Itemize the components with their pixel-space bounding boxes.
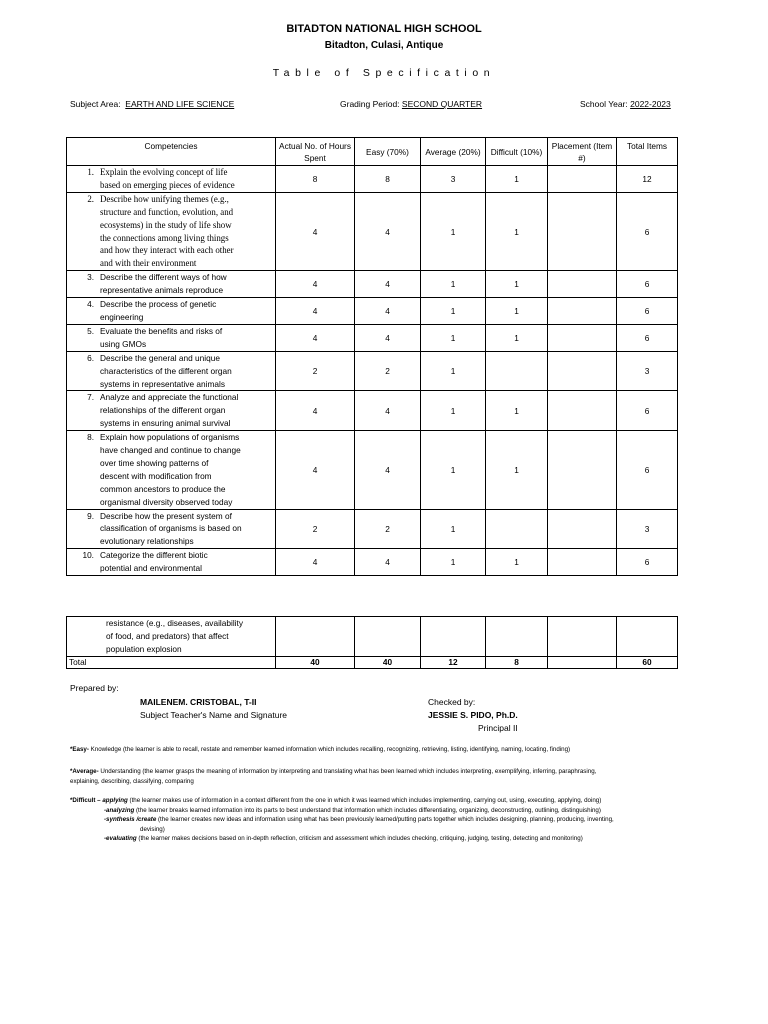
competency-number [67, 378, 100, 391]
cell-average: 1 [421, 391, 486, 431]
competency-line: Evaluate the benefits and risks of [100, 325, 223, 336]
cell-easy: 4 [355, 549, 421, 576]
table-row [67, 166, 678, 193]
competency-number [67, 457, 100, 470]
footnote-difficult [70, 796, 700, 844]
cell-total: 6 [617, 298, 678, 325]
school-year-value: 2022-2023 [630, 99, 671, 109]
competency-line: engineering [100, 311, 144, 322]
competency-number [67, 404, 100, 417]
competency-line: common ancestors to produce the [100, 483, 226, 494]
cell-placement [548, 351, 617, 391]
cell-placement [548, 298, 617, 325]
competency-cell [67, 431, 276, 509]
total-placement [548, 656, 617, 668]
competency-cell [67, 391, 276, 431]
competency-number: 10. [82, 550, 94, 561]
total-average: 12 [421, 656, 486, 668]
footnote-difficult-key: *Difficult – [70, 797, 101, 804]
cell-difficult: 1 [486, 298, 548, 325]
competency-line: and with their environment [100, 258, 197, 269]
footnote-easy [70, 745, 700, 755]
competency-line: have changed and continue to change [100, 445, 241, 456]
footnote-applying-text: (the learner makes use of information in a context different from the one in which it was learned which includes implementing, carrying out, using, executing, applying, doing) [127, 797, 602, 804]
competency-number [67, 483, 100, 496]
cell-difficult: 1 [486, 549, 548, 576]
cell-total: 6 [617, 192, 678, 270]
competency-cell [67, 166, 276, 193]
competency-number: 6. [87, 352, 94, 363]
cell-easy: 8 [355, 166, 421, 193]
footnote-average-text: Understanding (the learner grasps the meaning of information by interpreting and translating what has been learned which includes interpreting, exemplifying, inferring, paraphrasing, [98, 768, 597, 775]
competency-cell [67, 298, 276, 325]
competency-number [67, 244, 100, 257]
competency-number [67, 522, 100, 535]
preparer-role: Subject Teacher's Name and Signature [140, 710, 287, 720]
competency-line: evolutionary relationships [100, 536, 194, 547]
cell-difficult: 1 [486, 166, 548, 193]
footnote-analyzing-text: (the learner breaks learned information into its parts to best understand that information which includes differentiating, organizing, deconstructing, outlining, distinguishing) [134, 806, 601, 814]
cell-average: 1 [421, 509, 486, 549]
competency-number [67, 232, 100, 245]
cell-hours: 4 [276, 298, 355, 325]
competency-line: Describe the process of genetic [100, 299, 217, 310]
table-row [67, 431, 678, 509]
competency-number [67, 257, 100, 270]
competency-line: representative animals reproduce [100, 285, 224, 296]
cell-total: 3 [617, 351, 678, 391]
competency-line: based on emerging pieces of evidence [100, 179, 235, 190]
cell-hours: 4 [276, 391, 355, 431]
checker-role: Principal II [478, 723, 518, 733]
competency-line: systems in ensuring animal survival [100, 418, 231, 429]
competency-line: descent with modification from [100, 470, 212, 481]
checked-by-label: Checked by: [428, 697, 476, 707]
specification-table [66, 137, 678, 576]
competency-line: Explain how populations of organisms [100, 432, 240, 443]
cell-hours: 4 [276, 324, 355, 351]
competency-number: 4. [87, 299, 94, 310]
cell-hours: 4 [276, 431, 355, 509]
subject-area-label: Subject Area: [70, 99, 121, 109]
cell-placement [548, 166, 617, 193]
competency-cell [67, 192, 276, 270]
cell-easy: 4 [355, 298, 421, 325]
footnote-synthesis-text-cont: devising) [140, 825, 165, 833]
competency-number: 9. [87, 510, 94, 521]
header-competencies: Competencies [67, 138, 276, 166]
cell-difficult: 1 [486, 391, 548, 431]
competency-line: structure and function, evolution, and [100, 206, 234, 217]
cell-hours: 4 [276, 192, 355, 270]
school-year [580, 99, 671, 109]
cell-easy: 4 [355, 431, 421, 509]
cell-average: 1 [421, 324, 486, 351]
competency-line: using GMOs [100, 338, 147, 349]
cell-empty [421, 617, 486, 657]
competency-line: systems in representative animals [100, 378, 225, 389]
competency-line: Categorize the different biotic [100, 550, 208, 561]
competency-line: Describe how the present system of [100, 510, 232, 521]
cell-easy: 4 [355, 391, 421, 431]
cell-total: 6 [617, 549, 678, 576]
cell-easy: 2 [355, 509, 421, 549]
cell-total: 12 [617, 166, 678, 193]
table-row [67, 192, 678, 270]
header-hours: Actual No. of Hours Spent [276, 138, 355, 166]
cell-average: 1 [421, 351, 486, 391]
cell-empty [548, 617, 617, 657]
cell-easy: 4 [355, 324, 421, 351]
cell-difficult [486, 509, 548, 549]
competency-number [67, 562, 100, 575]
cell-placement [548, 391, 617, 431]
subject-area-value: EARTH AND LIFE SCIENCE [125, 99, 235, 109]
grading-period-value: SECOND QUARTER [401, 99, 483, 109]
school-name: BITADTON NATIONAL HIGH SCHOOL [286, 23, 482, 35]
cell-total: 6 [617, 431, 678, 509]
competency-line: Describe the different ways of how [100, 272, 227, 283]
footnote-easy-text: Knowledge (the learner is able to recall, restate and remember learned information which includes recalling, recognizing, retrieving, listing, identifying, naming, locating, finding) [88, 746, 571, 753]
grading-period-label: Grading Period: [340, 99, 400, 109]
cell-total: 6 [617, 324, 678, 351]
table-row [67, 549, 678, 576]
competency-cell [67, 351, 276, 391]
competency-number: 7. [87, 392, 94, 403]
table-row-continuation [67, 617, 678, 657]
footnote-analyzing-key: -analyzing [104, 806, 135, 814]
preparer-name: MAILENEM. CRISTOBAL, T-II [140, 697, 257, 707]
footnote-applying-key: applying [102, 797, 128, 804]
competency-line: ecosystems) in the study of life show [100, 219, 232, 230]
header-total-items: Total Items [617, 138, 678, 166]
competency-line: characteristics of the different organ [100, 365, 232, 376]
competency-number [67, 206, 100, 219]
competency-line: and how they interact with each other [100, 245, 234, 256]
competency-line: resistance (e.g., diseases, availability [106, 618, 243, 628]
total-row [67, 656, 678, 668]
cell-average: 1 [421, 271, 486, 298]
footnote-synthesis-key: -synthesis /create [104, 816, 157, 824]
competency-number [67, 496, 100, 509]
cell-placement [548, 549, 617, 576]
cell-placement [548, 192, 617, 270]
footnote-evaluating-key: -evaluating [104, 835, 137, 843]
prepared-by-label: Prepared by: [70, 683, 119, 693]
competency-number: 1. [87, 167, 94, 177]
table-header-row [67, 138, 678, 166]
footnote-easy-key: *Easy- [70, 746, 89, 753]
header-placement: Placement (Item #) [548, 138, 617, 166]
cell-average: 3 [421, 166, 486, 193]
table-row [67, 391, 678, 431]
total-items: 60 [617, 656, 678, 668]
competency-line: Describe how unifying themes (e.g., [100, 193, 229, 204]
school-address: Bitadton, Culasi, Antique [324, 40, 444, 51]
cell-hours: 2 [276, 351, 355, 391]
competency-line: over time showing patterns of [100, 457, 209, 468]
competency-line: Explain the evolving concept of life [100, 167, 228, 177]
header-easy: Easy (70%) [355, 138, 421, 166]
table-row [67, 271, 678, 298]
cell-difficult: 1 [486, 271, 548, 298]
cell-placement [548, 431, 617, 509]
cell-difficult [486, 351, 548, 391]
competency-number: 5. [87, 325, 94, 336]
cell-difficult: 1 [486, 324, 548, 351]
competency-number: 8. [87, 432, 94, 443]
cell-empty [486, 617, 548, 657]
cell-average: 1 [421, 549, 486, 576]
cell-empty [355, 617, 421, 657]
cell-empty [276, 617, 355, 657]
footnote-synthesis-text: (the learner creates new ideas and information using what has been previously learned/putting parts together which includes designing, planning, producing, inventing, [156, 816, 614, 824]
table-row [67, 324, 678, 351]
competency-line: Describe the general and unique [100, 352, 220, 363]
cell-placement [548, 509, 617, 549]
competency-cell [67, 271, 276, 298]
competency-number [67, 444, 100, 457]
footnote-average [70, 767, 700, 786]
cell-average: 1 [421, 431, 486, 509]
competency-number [67, 179, 100, 192]
competency-line: relationships of the different organ [100, 405, 226, 416]
competency-line: the connections among living things [100, 232, 229, 243]
header-average: Average (20%) [421, 138, 486, 166]
competency-number [67, 417, 100, 430]
cell-empty [617, 617, 678, 657]
competency-line: population explosion [106, 643, 182, 654]
cell-hours: 2 [276, 509, 355, 549]
subject-area [70, 99, 234, 109]
cell-hours: 4 [276, 549, 355, 576]
competency-number: 2. [87, 193, 94, 204]
competency-line: organismal diversity observed today [100, 496, 233, 507]
cell-easy: 4 [355, 192, 421, 270]
total-label: Total [67, 656, 276, 668]
checker-name: JESSIE S. PIDO, Ph.D. [428, 710, 518, 720]
cell-difficult: 1 [486, 192, 548, 270]
competency-continuation [67, 617, 276, 657]
cell-hours: 8 [276, 166, 355, 193]
competency-line: classification of organisms is based on [100, 523, 242, 534]
header-difficult: Difficult (10%) [486, 138, 548, 166]
footnote-evaluating-text: (the learner makes decisions based on in-depth reflection, criticism and assessment which includes checking, critiquing, judging, testing, detecting and monitoring) [136, 835, 583, 843]
table-row [67, 351, 678, 391]
competency-line: potential and environmental [100, 563, 202, 574]
total-difficult: 8 [486, 656, 548, 668]
footnote-average-text-cont: explaining, describing, classifying, comparing [70, 777, 194, 785]
total-hours: 40 [276, 656, 355, 668]
school-year-label: School Year: [580, 99, 628, 109]
competency-line: Analyze and appreciate the functional [100, 392, 239, 403]
footnote-average-key: *Average- [70, 768, 99, 775]
cell-average: 1 [421, 192, 486, 270]
grading-period [340, 99, 482, 109]
competency-number [67, 338, 100, 351]
cell-placement [548, 324, 617, 351]
competency-number [67, 311, 100, 324]
cell-total: 6 [617, 391, 678, 431]
competency-number [67, 365, 100, 378]
cell-total: 6 [617, 271, 678, 298]
cell-easy: 2 [355, 351, 421, 391]
cell-placement [548, 271, 617, 298]
document-title: Table of Specification [272, 67, 496, 79]
cell-average: 1 [421, 298, 486, 325]
competency-cell [67, 324, 276, 351]
competency-line: of food, and predators) that affect [106, 630, 229, 641]
competency-cell [67, 549, 276, 576]
total-easy: 40 [355, 656, 421, 668]
competency-number [67, 535, 100, 548]
competency-number [67, 284, 100, 297]
competency-number [67, 219, 100, 232]
competency-number: 3. [87, 272, 94, 283]
competency-number [67, 470, 100, 483]
cell-hours: 4 [276, 271, 355, 298]
cell-total: 3 [617, 509, 678, 549]
cell-easy: 4 [355, 271, 421, 298]
table-row [67, 509, 678, 549]
table-row [67, 298, 678, 325]
competency-cell [67, 509, 276, 549]
cell-difficult: 1 [486, 431, 548, 509]
specification-table-continued [66, 616, 678, 669]
